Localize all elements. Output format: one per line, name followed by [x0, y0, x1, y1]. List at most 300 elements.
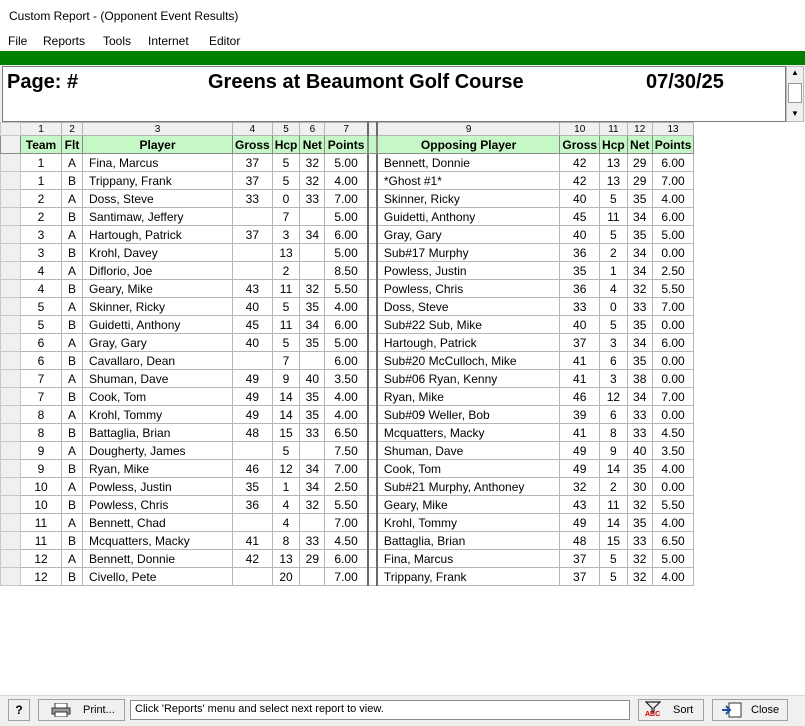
row-header-cell[interactable]: [1, 496, 21, 514]
team-cell[interactable]: 7: [21, 370, 62, 388]
opp-net-cell[interactable]: 34: [627, 388, 652, 406]
flight-cell[interactable]: A: [62, 406, 83, 424]
opp-net-cell[interactable]: 38: [627, 370, 652, 388]
gross-cell[interactable]: 37: [233, 226, 273, 244]
table-row[interactable]: [1, 352, 694, 370]
net-cell[interactable]: 32: [300, 496, 325, 514]
team-cell[interactable]: 10: [21, 496, 62, 514]
hcp-cell[interactable]: 5: [272, 172, 300, 190]
row-header-cell[interactable]: [1, 172, 21, 190]
gross-cell[interactable]: 37: [233, 154, 273, 172]
net-cell[interactable]: 32: [300, 154, 325, 172]
row-header-cell[interactable]: [1, 352, 21, 370]
menu-internet[interactable]: Internet: [148, 34, 189, 48]
opp-points-cell[interactable]: 5.00: [652, 226, 694, 244]
opponent-cell[interactable]: *Ghost #1*: [377, 172, 560, 190]
row-header-cell[interactable]: [1, 136, 21, 154]
opp-net-cell[interactable]: 32: [627, 550, 652, 568]
hcp-cell[interactable]: 4: [272, 496, 300, 514]
points-cell[interactable]: 7.00: [325, 568, 368, 586]
gross-cell[interactable]: 40: [233, 298, 273, 316]
points-cell[interactable]: 6.50: [325, 424, 368, 442]
player-cell[interactable]: Guidetti, Anthony: [83, 316, 233, 334]
flight-cell[interactable]: A: [62, 550, 83, 568]
hcp-cell[interactable]: 1: [272, 478, 300, 496]
hcp-cell[interactable]: 15: [272, 424, 300, 442]
hcp-cell[interactable]: 13: [272, 244, 300, 262]
table-row[interactable]: [1, 478, 694, 496]
opp-points-cell[interactable]: 7.00: [652, 298, 694, 316]
column-header-net[interactable]: Net: [300, 136, 325, 154]
gross-cell[interactable]: 42: [233, 550, 273, 568]
menu-reports[interactable]: Reports: [43, 34, 86, 48]
column-header-opp-hcp[interactable]: Hcp: [600, 136, 628, 154]
flight-cell[interactable]: B: [62, 424, 83, 442]
player-cell[interactable]: Mcquatters, Macky: [83, 532, 233, 550]
team-cell[interactable]: 6: [21, 334, 62, 352]
opponent-cell[interactable]: Sub#09 Weller, Bob: [377, 406, 560, 424]
opp-hcp-cell[interactable]: 15: [600, 532, 628, 550]
table-row[interactable]: [1, 514, 694, 532]
opp-net-cell[interactable]: 32: [627, 280, 652, 298]
table-row[interactable]: [1, 442, 694, 460]
table-row[interactable]: [1, 550, 694, 568]
gross-cell[interactable]: 33: [233, 190, 273, 208]
flight-cell[interactable]: A: [62, 154, 83, 172]
net-cell[interactable]: 40: [300, 370, 325, 388]
net-cell[interactable]: 32: [300, 172, 325, 190]
opp-hcp-cell[interactable]: 14: [600, 460, 628, 478]
opp-net-cell[interactable]: 35: [627, 514, 652, 532]
opp-gross-cell[interactable]: 45: [560, 208, 600, 226]
opp-net-cell[interactable]: 32: [627, 496, 652, 514]
points-cell[interactable]: 5.00: [325, 208, 368, 226]
gross-cell[interactable]: 40: [233, 334, 273, 352]
hcp-cell[interactable]: 20: [272, 568, 300, 586]
table-row[interactable]: [1, 424, 694, 442]
menu-tools[interactable]: Tools: [103, 34, 132, 48]
net-cell[interactable]: 34: [300, 460, 325, 478]
column-header-team[interactable]: Team: [21, 136, 62, 154]
opp-points-cell[interactable]: 5.50: [652, 496, 694, 514]
team-cell[interactable]: 11: [21, 532, 62, 550]
points-cell[interactable]: 4.00: [325, 406, 368, 424]
opp-gross-cell[interactable]: 41: [560, 424, 600, 442]
opponent-cell[interactable]: Sub#20 McCulloch, Mike: [377, 352, 560, 370]
hcp-cell[interactable]: 14: [272, 388, 300, 406]
sort-button[interactable]: [638, 699, 704, 721]
opp-hcp-cell[interactable]: 5: [600, 226, 628, 244]
opp-hcp-cell[interactable]: 5: [600, 316, 628, 334]
gross-cell[interactable]: 36: [233, 496, 273, 514]
row-header-cell[interactable]: [1, 532, 21, 550]
player-cell[interactable]: Hartough, Patrick: [83, 226, 233, 244]
opp-points-cell[interactable]: 0.00: [652, 352, 694, 370]
hcp-cell[interactable]: 12: [272, 460, 300, 478]
opp-net-cell[interactable]: 34: [627, 262, 652, 280]
table-row[interactable]: [1, 298, 694, 316]
row-header-cell[interactable]: [1, 442, 21, 460]
hcp-cell[interactable]: 14: [272, 406, 300, 424]
menu-editor[interactable]: Editor: [209, 34, 241, 48]
opponent-cell[interactable]: Fina, Marcus: [377, 550, 560, 568]
player-cell[interactable]: Diflorio, Joe: [83, 262, 233, 280]
table-row[interactable]: [1, 532, 694, 550]
scroll-thumb[interactable]: [788, 83, 802, 103]
team-cell[interactable]: 5: [21, 298, 62, 316]
opp-gross-cell[interactable]: 49: [560, 514, 600, 532]
opp-points-cell[interactable]: 0.00: [652, 244, 694, 262]
row-header-cell[interactable]: [1, 550, 21, 568]
opp-gross-cell[interactable]: 36: [560, 280, 600, 298]
player-cell[interactable]: Battaglia, Brian: [83, 424, 233, 442]
row-header-cell[interactable]: [1, 280, 21, 298]
gross-cell[interactable]: [233, 514, 273, 532]
net-cell[interactable]: [300, 442, 325, 460]
points-cell[interactable]: 7.50: [325, 442, 368, 460]
flight-cell[interactable]: B: [62, 172, 83, 190]
table-row[interactable]: [1, 244, 694, 262]
points-cell[interactable]: 4.50: [325, 532, 368, 550]
points-cell[interactable]: 8.50: [325, 262, 368, 280]
opp-points-cell[interactable]: 4.50: [652, 424, 694, 442]
player-cell[interactable]: Trippany, Frank: [83, 172, 233, 190]
player-cell[interactable]: Skinner, Ricky: [83, 298, 233, 316]
opp-hcp-cell[interactable]: 8: [600, 424, 628, 442]
opp-hcp-cell[interactable]: 9: [600, 442, 628, 460]
team-cell[interactable]: 11: [21, 514, 62, 532]
opp-gross-cell[interactable]: 49: [560, 460, 600, 478]
hcp-cell[interactable]: 11: [272, 280, 300, 298]
opp-hcp-cell[interactable]: 2: [600, 478, 628, 496]
opp-net-cell[interactable]: 29: [627, 172, 652, 190]
row-header-cell[interactable]: [1, 568, 21, 586]
flight-cell[interactable]: A: [62, 334, 83, 352]
net-cell[interactable]: 34: [300, 316, 325, 334]
gross-cell[interactable]: [233, 568, 273, 586]
opp-gross-cell[interactable]: 49: [560, 442, 600, 460]
gross-cell[interactable]: [233, 262, 273, 280]
row-header-cell[interactable]: [1, 424, 21, 442]
opponent-cell[interactable]: Doss, Steve: [377, 298, 560, 316]
opponent-cell[interactable]: Bennett, Donnie: [377, 154, 560, 172]
opp-points-cell[interactable]: 7.00: [652, 172, 694, 190]
opponent-cell[interactable]: Battaglia, Brian: [377, 532, 560, 550]
net-cell[interactable]: 35: [300, 406, 325, 424]
opp-gross-cell[interactable]: 41: [560, 370, 600, 388]
opp-gross-cell[interactable]: 36: [560, 244, 600, 262]
opp-net-cell[interactable]: 33: [627, 532, 652, 550]
net-cell[interactable]: 33: [300, 532, 325, 550]
gross-cell[interactable]: 49: [233, 370, 273, 388]
column-header-flt[interactable]: Flt: [62, 136, 83, 154]
hcp-cell[interactable]: 5: [272, 154, 300, 172]
opponent-cell[interactable]: Hartough, Patrick: [377, 334, 560, 352]
team-cell[interactable]: 10: [21, 478, 62, 496]
points-cell[interactable]: 5.00: [325, 334, 368, 352]
player-cell[interactable]: Dougherty, James: [83, 442, 233, 460]
opp-points-cell[interactable]: 5.50: [652, 280, 694, 298]
column-header-opp-gross[interactable]: Gross: [560, 136, 600, 154]
hcp-cell[interactable]: 7: [272, 352, 300, 370]
opponent-cell[interactable]: Shuman, Dave: [377, 442, 560, 460]
opp-gross-cell[interactable]: 48: [560, 532, 600, 550]
opp-points-cell[interactable]: 6.00: [652, 154, 694, 172]
table-row[interactable]: [1, 406, 694, 424]
row-header-cell[interactable]: [1, 514, 21, 532]
net-cell[interactable]: 33: [300, 424, 325, 442]
player-cell[interactable]: Ryan, Mike: [83, 460, 233, 478]
opp-hcp-cell[interactable]: 6: [600, 406, 628, 424]
help-button[interactable]: [8, 699, 30, 721]
gross-cell[interactable]: 41: [233, 532, 273, 550]
table-row[interactable]: [1, 154, 694, 172]
opp-points-cell[interactable]: 0.00: [652, 406, 694, 424]
hcp-cell[interactable]: 5: [272, 298, 300, 316]
close-button[interactable]: [712, 699, 788, 721]
table-row[interactable]: [1, 316, 694, 334]
row-header-cell[interactable]: [1, 316, 21, 334]
opp-gross-cell[interactable]: 37: [560, 568, 600, 586]
points-cell[interactable]: 4.00: [325, 298, 368, 316]
row-header-cell[interactable]: [1, 244, 21, 262]
net-cell[interactable]: 34: [300, 478, 325, 496]
points-cell[interactable]: 6.00: [325, 316, 368, 334]
gross-cell[interactable]: 49: [233, 388, 273, 406]
row-header-cell[interactable]: [1, 226, 21, 244]
opp-points-cell[interactable]: 0.00: [652, 316, 694, 334]
opp-net-cell[interactable]: 33: [627, 298, 652, 316]
opponent-cell[interactable]: Skinner, Ricky: [377, 190, 560, 208]
opp-net-cell[interactable]: 34: [627, 244, 652, 262]
header-scrollbar[interactable]: [786, 66, 804, 122]
table-row[interactable]: [1, 568, 694, 586]
player-cell[interactable]: Civello, Pete: [83, 568, 233, 586]
opp-net-cell[interactable]: 33: [627, 406, 652, 424]
points-cell[interactable]: 2.50: [325, 478, 368, 496]
points-cell[interactable]: 3.50: [325, 370, 368, 388]
opp-gross-cell[interactable]: 37: [560, 334, 600, 352]
opp-points-cell[interactable]: 4.00: [652, 568, 694, 586]
team-cell[interactable]: 6: [21, 352, 62, 370]
row-header-cell[interactable]: [1, 334, 21, 352]
player-cell[interactable]: Bennett, Donnie: [83, 550, 233, 568]
hcp-cell[interactable]: 3: [272, 226, 300, 244]
opp-net-cell[interactable]: 34: [627, 208, 652, 226]
opp-gross-cell[interactable]: 41: [560, 352, 600, 370]
team-cell[interactable]: 1: [21, 154, 62, 172]
points-cell[interactable]: 7.00: [325, 514, 368, 532]
team-cell[interactable]: 2: [21, 208, 62, 226]
opponent-cell[interactable]: Powless, Justin: [377, 262, 560, 280]
opponent-cell[interactable]: Guidetti, Anthony: [377, 208, 560, 226]
opp-gross-cell[interactable]: 39: [560, 406, 600, 424]
opp-points-cell[interactable]: 3.50: [652, 442, 694, 460]
opp-points-cell[interactable]: 0.00: [652, 478, 694, 496]
opponent-cell[interactable]: Sub#21 Murphy, Anthoney: [377, 478, 560, 496]
flight-cell[interactable]: A: [62, 478, 83, 496]
opp-gross-cell[interactable]: 42: [560, 154, 600, 172]
opp-hcp-cell[interactable]: 5: [600, 190, 628, 208]
player-cell[interactable]: Cavallaro, Dean: [83, 352, 233, 370]
flight-cell[interactable]: A: [62, 226, 83, 244]
row-header-cell[interactable]: [1, 208, 21, 226]
team-cell[interactable]: 12: [21, 568, 62, 586]
flight-cell[interactable]: A: [62, 262, 83, 280]
hcp-cell[interactable]: 0: [272, 190, 300, 208]
row-header-cell[interactable]: [1, 370, 21, 388]
hcp-cell[interactable]: 7: [272, 208, 300, 226]
opp-hcp-cell[interactable]: 11: [600, 208, 628, 226]
opponent-cell[interactable]: Sub#22 Sub, Mike: [377, 316, 560, 334]
gross-cell[interactable]: [233, 442, 273, 460]
team-cell[interactable]: 3: [21, 244, 62, 262]
net-cell[interactable]: [300, 208, 325, 226]
opp-points-cell[interactable]: 2.50: [652, 262, 694, 280]
opp-gross-cell[interactable]: 40: [560, 316, 600, 334]
opp-points-cell[interactable]: 6.50: [652, 532, 694, 550]
player-cell[interactable]: Cook, Tom: [83, 388, 233, 406]
opp-points-cell[interactable]: 4.00: [652, 190, 694, 208]
opp-hcp-cell[interactable]: 1: [600, 262, 628, 280]
flight-cell[interactable]: B: [62, 316, 83, 334]
flight-cell[interactable]: B: [62, 208, 83, 226]
opp-hcp-cell[interactable]: 5: [600, 550, 628, 568]
opp-hcp-cell[interactable]: 14: [600, 514, 628, 532]
opp-gross-cell[interactable]: 46: [560, 388, 600, 406]
table-row[interactable]: [1, 496, 694, 514]
player-cell[interactable]: Geary, Mike: [83, 280, 233, 298]
team-cell[interactable]: 4: [21, 262, 62, 280]
player-cell[interactable]: Doss, Steve: [83, 190, 233, 208]
flight-cell[interactable]: B: [62, 388, 83, 406]
gross-cell[interactable]: 43: [233, 280, 273, 298]
points-cell[interactable]: 6.00: [325, 226, 368, 244]
net-cell[interactable]: 29: [300, 550, 325, 568]
points-cell[interactable]: 5.00: [325, 154, 368, 172]
team-cell[interactable]: 9: [21, 442, 62, 460]
hcp-cell[interactable]: 8: [272, 532, 300, 550]
column-header-gross[interactable]: Gross: [233, 136, 273, 154]
gross-cell[interactable]: 35: [233, 478, 273, 496]
table-row[interactable]: [1, 280, 694, 298]
table-row[interactable]: [1, 334, 694, 352]
points-cell[interactable]: 6.00: [325, 352, 368, 370]
team-cell[interactable]: 8: [21, 406, 62, 424]
column-header-hcp[interactable]: Hcp: [272, 136, 300, 154]
opp-net-cell[interactable]: 35: [627, 460, 652, 478]
opp-points-cell[interactable]: 4.00: [652, 514, 694, 532]
opp-hcp-cell[interactable]: 3: [600, 334, 628, 352]
opp-points-cell[interactable]: 4.00: [652, 460, 694, 478]
print-button[interactable]: [38, 699, 125, 721]
opp-points-cell[interactable]: 0.00: [652, 370, 694, 388]
net-cell[interactable]: 33: [300, 190, 325, 208]
hcp-cell[interactable]: 11: [272, 316, 300, 334]
hcp-cell[interactable]: 2: [272, 262, 300, 280]
opp-hcp-cell[interactable]: 5: [600, 568, 628, 586]
net-cell[interactable]: 32: [300, 280, 325, 298]
player-cell[interactable]: Powless, Chris: [83, 496, 233, 514]
opp-net-cell[interactable]: 32: [627, 568, 652, 586]
opp-hcp-cell[interactable]: 0: [600, 298, 628, 316]
opp-net-cell[interactable]: 40: [627, 442, 652, 460]
net-cell[interactable]: [300, 568, 325, 586]
opponent-cell[interactable]: Trippany, Frank: [377, 568, 560, 586]
team-cell[interactable]: 1: [21, 172, 62, 190]
opp-gross-cell[interactable]: 32: [560, 478, 600, 496]
opponent-cell[interactable]: Sub#06 Ryan, Kenny: [377, 370, 560, 388]
opp-net-cell[interactable]: 35: [627, 316, 652, 334]
opponent-cell[interactable]: Geary, Mike: [377, 496, 560, 514]
flight-cell[interactable]: A: [62, 514, 83, 532]
flight-cell[interactable]: B: [62, 460, 83, 478]
row-header-cell[interactable]: [1, 190, 21, 208]
gross-cell[interactable]: [233, 352, 273, 370]
net-cell[interactable]: 35: [300, 298, 325, 316]
team-cell[interactable]: 7: [21, 388, 62, 406]
hcp-cell[interactable]: 13: [272, 550, 300, 568]
player-cell[interactable]: Fina, Marcus: [83, 154, 233, 172]
gross-cell[interactable]: 48: [233, 424, 273, 442]
row-header-cell[interactable]: [1, 406, 21, 424]
flight-cell[interactable]: B: [62, 532, 83, 550]
points-cell[interactable]: 7.00: [325, 460, 368, 478]
points-cell[interactable]: 4.00: [325, 172, 368, 190]
column-header-opp-net[interactable]: Net: [627, 136, 652, 154]
opp-hcp-cell[interactable]: 13: [600, 154, 628, 172]
scroll-up-icon[interactable]: ▲: [791, 68, 799, 77]
gross-cell[interactable]: 45: [233, 316, 273, 334]
points-cell[interactable]: 4.00: [325, 388, 368, 406]
flight-cell[interactable]: B: [62, 496, 83, 514]
opp-hcp-cell[interactable]: 3: [600, 370, 628, 388]
opponent-cell[interactable]: Cook, Tom: [377, 460, 560, 478]
opp-gross-cell[interactable]: 37: [560, 550, 600, 568]
opponent-cell[interactable]: Ryan, Mike: [377, 388, 560, 406]
flight-cell[interactable]: A: [62, 442, 83, 460]
player-cell[interactable]: Krohl, Davey: [83, 244, 233, 262]
opponent-cell[interactable]: Krohl, Tommy: [377, 514, 560, 532]
opp-hcp-cell[interactable]: 4: [600, 280, 628, 298]
hcp-cell[interactable]: 9: [272, 370, 300, 388]
column-header-points[interactable]: Points: [325, 136, 368, 154]
points-cell[interactable]: 7.00: [325, 190, 368, 208]
opponent-cell[interactable]: Sub#17 Murphy: [377, 244, 560, 262]
row-header-cell[interactable]: [1, 123, 21, 136]
row-header-cell[interactable]: [1, 298, 21, 316]
table-row[interactable]: [1, 262, 694, 280]
opponent-cell[interactable]: Gray, Gary: [377, 226, 560, 244]
flight-cell[interactable]: A: [62, 370, 83, 388]
opp-net-cell[interactable]: 29: [627, 154, 652, 172]
team-cell[interactable]: 2: [21, 190, 62, 208]
table-row[interactable]: [1, 460, 694, 478]
net-cell[interactable]: [300, 352, 325, 370]
team-cell[interactable]: 12: [21, 550, 62, 568]
net-cell[interactable]: 35: [300, 334, 325, 352]
points-cell[interactable]: 5.50: [325, 280, 368, 298]
player-cell[interactable]: Gray, Gary: [83, 334, 233, 352]
flight-cell[interactable]: B: [62, 568, 83, 586]
opp-hcp-cell[interactable]: 13: [600, 172, 628, 190]
flight-cell[interactable]: B: [62, 280, 83, 298]
opp-net-cell[interactable]: 35: [627, 352, 652, 370]
hcp-cell[interactable]: 4: [272, 514, 300, 532]
gross-cell[interactable]: [233, 208, 273, 226]
opp-points-cell[interactable]: 7.00: [652, 388, 694, 406]
opp-hcp-cell[interactable]: 2: [600, 244, 628, 262]
